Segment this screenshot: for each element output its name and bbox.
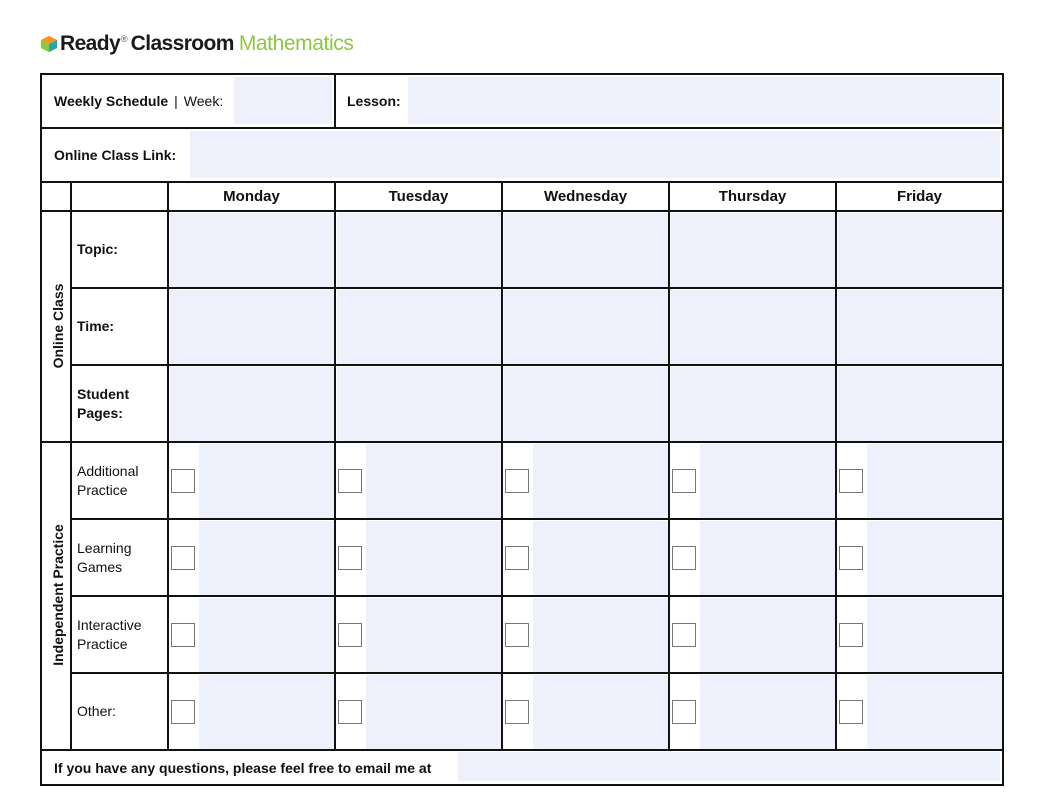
grid-line — [334, 73, 336, 128]
grid-line — [835, 181, 837, 750]
cell-student-pages-friday[interactable] — [838, 367, 1002, 441]
grid-line — [1002, 73, 1004, 786]
day-header-wednesday: Wednesday — [543, 188, 628, 205]
row-label-student-pages: Student Pages: — [77, 385, 130, 421]
cell-student-pages-monday[interactable] — [170, 367, 334, 441]
checkbox-interactive-practice-thursday[interactable] — [672, 623, 696, 647]
row-label-additional-practice: Additional Practice — [77, 462, 139, 498]
online-class-link-field[interactable] — [190, 131, 1000, 178]
day-header-thursday: Thursday — [718, 188, 787, 205]
cube-logo-icon — [40, 35, 58, 53]
cell-additional-practice-monday[interactable] — [199, 444, 334, 519]
cell-topic-wednesday[interactable] — [504, 213, 668, 287]
row-label-interactive-practice: Interactive Practice — [77, 616, 142, 652]
grid-line — [70, 672, 1004, 674]
day-header-monday: Monday — [223, 188, 280, 205]
row-label-topic: Topic: — [77, 241, 118, 257]
checkbox-learning-games-wednesday[interactable] — [505, 546, 529, 570]
checkbox-additional-practice-tuesday[interactable] — [338, 469, 362, 493]
checkbox-other-monday[interactable] — [171, 700, 195, 724]
grid-line — [501, 181, 503, 750]
grid-line — [334, 181, 336, 750]
grid-line — [70, 181, 72, 750]
cell-additional-practice-tuesday[interactable] — [366, 444, 501, 519]
cell-topic-monday[interactable] — [170, 213, 334, 287]
checkbox-additional-practice-thursday[interactable] — [672, 469, 696, 493]
weekly-schedule-title: Weekly Schedule — [54, 93, 169, 109]
checkbox-interactive-practice-monday[interactable] — [171, 623, 195, 647]
row-label-other: Other: — [77, 703, 116, 719]
grid-line — [40, 749, 1004, 751]
cell-student-pages-wednesday[interactable] — [504, 367, 668, 441]
grid-line — [40, 127, 1004, 129]
cell-learning-games-thursday[interactable] — [700, 521, 835, 596]
cell-topic-friday[interactable] — [838, 213, 1002, 287]
week-field[interactable] — [234, 77, 332, 124]
checkbox-additional-practice-monday[interactable] — [171, 469, 195, 493]
cell-time-friday[interactable] — [838, 290, 1002, 364]
logo — [40, 30, 353, 58]
checkbox-other-friday[interactable] — [839, 700, 863, 724]
cell-time-wednesday[interactable] — [504, 290, 668, 364]
cell-time-monday[interactable] — [170, 290, 334, 364]
cell-interactive-practice-monday[interactable] — [199, 598, 334, 673]
cell-other-friday[interactable] — [867, 675, 1002, 750]
grid-line — [40, 181, 1004, 183]
cell-interactive-practice-thursday[interactable] — [700, 598, 835, 673]
cell-interactive-practice-wednesday[interactable] — [533, 598, 668, 673]
section-online-class: Online Class — [50, 283, 66, 369]
grid-line — [167, 181, 169, 750]
weekly-schedule-heading — [54, 74, 223, 128]
lesson-label: Lesson: — [347, 93, 401, 109]
cell-time-tuesday[interactable] — [337, 290, 501, 364]
grid-line — [40, 73, 42, 786]
grid-line — [40, 210, 1004, 212]
grid-line — [70, 595, 1004, 597]
checkbox-interactive-practice-friday[interactable] — [839, 623, 863, 647]
cell-interactive-practice-tuesday[interactable] — [366, 598, 501, 673]
logo-mathematics: Mathematics — [238, 32, 354, 55]
logo-trademark: ® — [121, 34, 128, 44]
cell-learning-games-tuesday[interactable] — [366, 521, 501, 596]
grid-line — [70, 364, 1004, 366]
section-independent-practice: Independent Practice — [50, 524, 66, 666]
checkbox-other-wednesday[interactable] — [505, 700, 529, 724]
cell-topic-thursday[interactable] — [671, 213, 835, 287]
header-separator: | — [174, 93, 178, 109]
cell-other-thursday[interactable] — [700, 675, 835, 750]
lesson-field[interactable] — [408, 77, 1000, 124]
cell-additional-practice-friday[interactable] — [867, 444, 1002, 519]
cell-topic-tuesday[interactable] — [337, 213, 501, 287]
logo-ready: Ready — [60, 32, 121, 55]
cell-student-pages-thursday[interactable] — [671, 367, 835, 441]
grid-line — [668, 181, 670, 750]
checkbox-learning-games-tuesday[interactable] — [338, 546, 362, 570]
cell-learning-games-friday[interactable] — [867, 521, 1002, 596]
grid-line — [40, 784, 1004, 786]
grid-line — [70, 287, 1004, 289]
checkbox-other-thursday[interactable] — [672, 700, 696, 724]
checkbox-interactive-practice-wednesday[interactable] — [505, 623, 529, 647]
cell-additional-practice-wednesday[interactable] — [533, 444, 668, 519]
checkbox-learning-games-friday[interactable] — [839, 546, 863, 570]
online-class-link-label: Online Class Link: — [54, 147, 177, 163]
day-header-friday: Friday — [896, 188, 942, 205]
cell-learning-games-monday[interactable] — [199, 521, 334, 596]
cell-other-wednesday[interactable] — [533, 675, 668, 750]
checkbox-additional-practice-friday[interactable] — [839, 469, 863, 493]
checkbox-additional-practice-wednesday[interactable] — [505, 469, 529, 493]
row-label-time: Time: — [77, 318, 115, 334]
cell-learning-games-wednesday[interactable] — [533, 521, 668, 596]
row-label-learning-games: Learning Games — [77, 539, 132, 575]
grid-line — [40, 441, 1004, 443]
logo-classroom: Classroom — [130, 32, 234, 55]
cell-student-pages-tuesday[interactable] — [337, 367, 501, 441]
day-header-tuesday: Tuesday — [388, 188, 449, 205]
grid-line — [40, 73, 1004, 75]
cell-time-thursday[interactable] — [671, 290, 835, 364]
cell-additional-practice-thursday[interactable] — [700, 444, 835, 519]
cell-other-tuesday[interactable] — [366, 675, 501, 750]
checkbox-other-tuesday[interactable] — [338, 700, 362, 724]
cell-other-monday[interactable] — [199, 675, 334, 750]
grid-line — [70, 518, 1004, 520]
cell-interactive-practice-friday[interactable] — [867, 598, 1002, 673]
footer-question-text: If you have any questions, please feel free to email me at — [54, 759, 432, 776]
checkbox-interactive-practice-tuesday[interactable] — [338, 623, 362, 647]
checkbox-learning-games-thursday[interactable] — [672, 546, 696, 570]
email-field[interactable] — [458, 752, 1000, 781]
week-label: Week: — [183, 93, 224, 109]
checkbox-learning-games-monday[interactable] — [171, 546, 195, 570]
